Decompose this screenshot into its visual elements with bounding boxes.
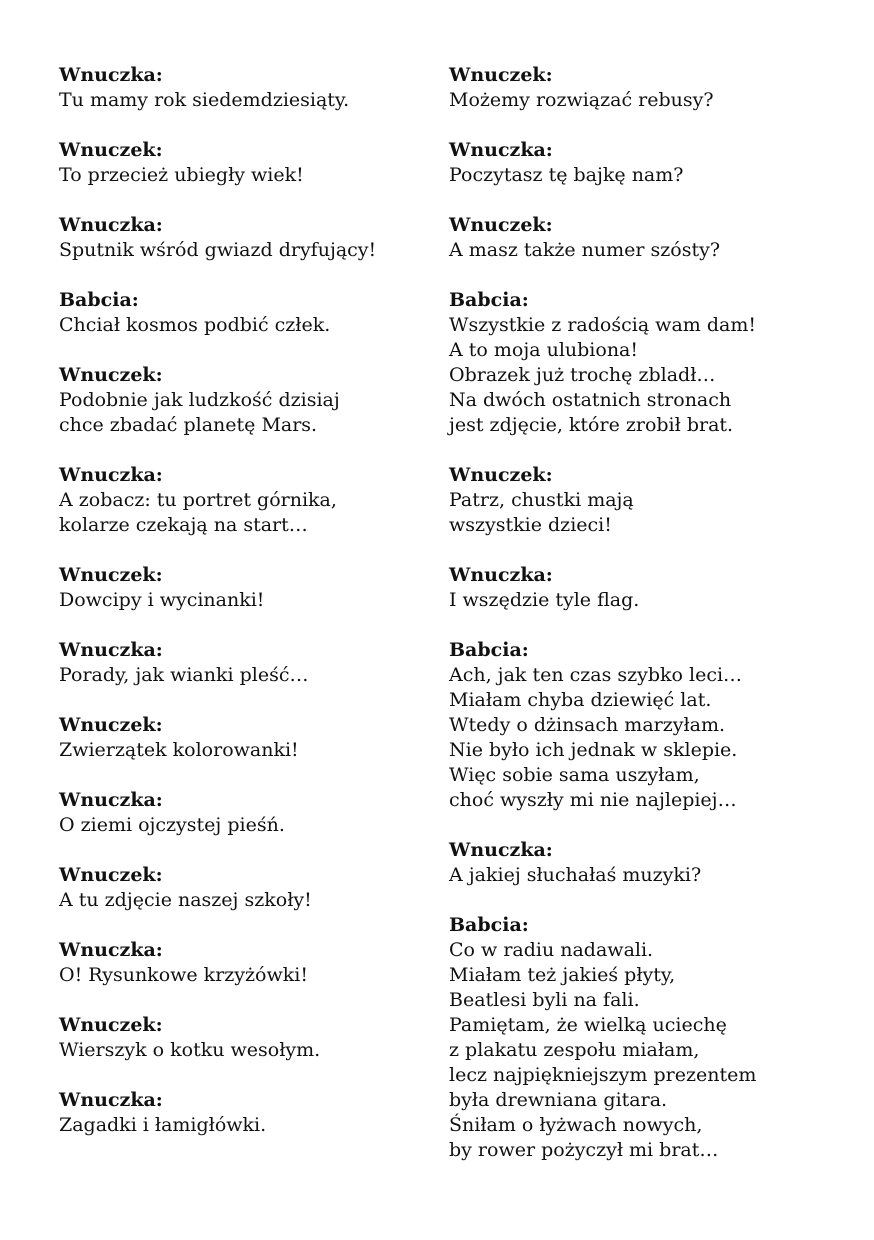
speaker-name: Babcia:	[449, 289, 529, 311]
dialogue-line: wszystkie dzieci!	[449, 514, 612, 536]
dialogue-entry	[449, 563, 849, 613]
speaker-name: Babcia:	[449, 914, 529, 936]
dialogue-line: Ach, jak ten czas szybko leci…	[449, 664, 743, 686]
speaker-name: Wnuczek:	[59, 1014, 163, 1036]
dialogue-line: Chciał kosmos podbić człek.	[59, 314, 331, 336]
dialogue-entry	[59, 63, 429, 113]
dialogue-entry	[59, 638, 429, 688]
dialogue-line: z plakatu zespołu miałam,	[449, 1039, 700, 1061]
dialogue-entry	[59, 138, 429, 188]
dialogue-line: A jakiej słuchałaś muzyki?	[449, 864, 702, 886]
speaker-name: Wnuczka:	[59, 464, 163, 486]
dialogue-line: Śniłam o łyżwach nowych,	[449, 1114, 703, 1136]
dialogue-line: Miałam też jakieś płyty,	[449, 964, 676, 986]
speaker-name: Wnuczek:	[449, 464, 553, 486]
speaker-name: Wnuczka:	[59, 1089, 163, 1111]
dialogue-entry	[449, 913, 849, 1163]
dialogue-entry	[59, 1088, 429, 1138]
dialogue-line: Obrazek już trochę zbladł…	[449, 364, 716, 386]
right-column	[449, 63, 849, 1188]
dialogue-line: Wierszyk o kotku wesołym.	[59, 1039, 321, 1061]
dialogue-line: Porady, jak wianki pleść…	[59, 664, 309, 686]
dialogue-line: I wszędzie tyle flag.	[449, 589, 640, 611]
dialogue-line: Wtedy o dżinsach marzyłam.	[449, 714, 726, 736]
dialogue-line: Co w radiu nadawali.	[449, 939, 654, 961]
dialogue-line: Na dwóch ostatnich stronach	[449, 389, 732, 411]
dialogue-line: A tu zdjęcie naszej szkoły!	[59, 889, 312, 911]
speaker-name: Wnuczka:	[59, 64, 163, 86]
dialogue-entry	[449, 213, 849, 263]
dialogue-entry	[449, 638, 849, 813]
speaker-name: Wnuczek:	[59, 564, 163, 586]
dialogue-line: lecz najpiękniejszym prezentem	[449, 1064, 757, 1086]
dialogue-line: Możemy rozwiązać rebusy?	[449, 89, 714, 111]
dialogue-line: choć wyszły mi nie najlepiej…	[449, 789, 737, 811]
dialogue-line: O! Rysunkowe krzyżówki!	[59, 964, 308, 986]
speaker-name: Wnuczek:	[59, 364, 163, 386]
speaker-name: Wnuczka:	[449, 139, 553, 161]
dialogue-entry	[59, 1013, 429, 1063]
dialogue-line: by rower pożyczył mi brat…	[449, 1139, 719, 1161]
dialogue-entry	[449, 138, 849, 188]
dialogue-line: A masz także numer szósty?	[449, 239, 721, 261]
dialogue-line: Zagadki i łamigłówki.	[59, 1114, 267, 1136]
dialogue-line: Zwierzątek kolorowanki!	[59, 739, 299, 761]
dialogue-entry	[449, 288, 849, 438]
dialogue-line: kolarze czekają na start…	[59, 514, 308, 536]
dialogue-entry	[59, 563, 429, 613]
speaker-name: Babcia:	[59, 289, 139, 311]
dialogue-line: A to moja ulubiona!	[449, 339, 639, 361]
dialogue-line: Pamiętam, że wielką uciechę	[449, 1014, 727, 1036]
dialogue-line: chce zbadać planetę Mars.	[59, 414, 318, 436]
dialogue-line: Nie było ich jednak w sklepie.	[449, 739, 738, 761]
speaker-name: Wnuczka:	[59, 639, 163, 661]
dialogue-line: Beatlesi byli na fali.	[449, 989, 640, 1011]
dialogue-entry	[59, 288, 429, 338]
speaker-name: Wnuczka:	[449, 839, 553, 861]
dialogue-line: była drewniana gitara.	[449, 1089, 668, 1111]
speaker-name: Wnuczka:	[59, 789, 163, 811]
speaker-name: Wnuczek:	[59, 714, 163, 736]
dialogue-entry	[59, 463, 429, 538]
dialogue-entry	[59, 363, 429, 438]
dialogue-line: Tu mamy rok siedemdziesiąty.	[59, 89, 350, 111]
speaker-name: Wnuczka:	[59, 214, 163, 236]
dialogue-line: Wszystkie z radością wam dam!	[449, 314, 756, 336]
dialogue-entry	[449, 463, 849, 538]
speaker-name: Wnuczek:	[59, 864, 163, 886]
speaker-name: Wnuczka:	[449, 564, 553, 586]
dialogue-line: Więc sobie sama uszyłam,	[449, 764, 700, 786]
dialogue-line: Poczytasz tę bajkę nam?	[449, 164, 684, 186]
speaker-name: Babcia:	[449, 639, 529, 661]
dialogue-line: O ziemi ojczystej pieśń.	[59, 814, 285, 836]
dialogue-entry	[59, 863, 429, 913]
speaker-name: Wnuczka:	[59, 939, 163, 961]
speaker-name: Wnuczek:	[449, 64, 553, 86]
dialogue-line: Dowcipy i wycinanki!	[59, 589, 265, 611]
dialogue-line: To przecież ubiegły wiek!	[59, 164, 304, 186]
dialogue-entry	[59, 213, 429, 263]
speaker-name: Wnuczek:	[59, 139, 163, 161]
left-column	[59, 63, 429, 1163]
dialogue-line: Miałam chyba dziewięć lat.	[449, 689, 712, 711]
dialogue-entry	[59, 713, 429, 763]
dialogue-line: Patrz, chustki mają	[449, 489, 634, 511]
dialogue-line: jest zdjęcie, które zrobił brat.	[449, 414, 734, 436]
dialogue-entry	[59, 788, 429, 838]
dialogue-entry	[449, 838, 849, 888]
dialogue-line: Sputnik wśród gwiazd dryfujący!	[59, 239, 377, 261]
speaker-name: Wnuczek:	[449, 214, 553, 236]
dialogue-entry	[449, 63, 849, 113]
dialogue-line: Podobnie jak ludzkość dzisiaj	[59, 389, 340, 411]
dialogue-line: A zobacz: tu portret górnika,	[59, 489, 337, 511]
dialogue-entry	[59, 938, 429, 988]
